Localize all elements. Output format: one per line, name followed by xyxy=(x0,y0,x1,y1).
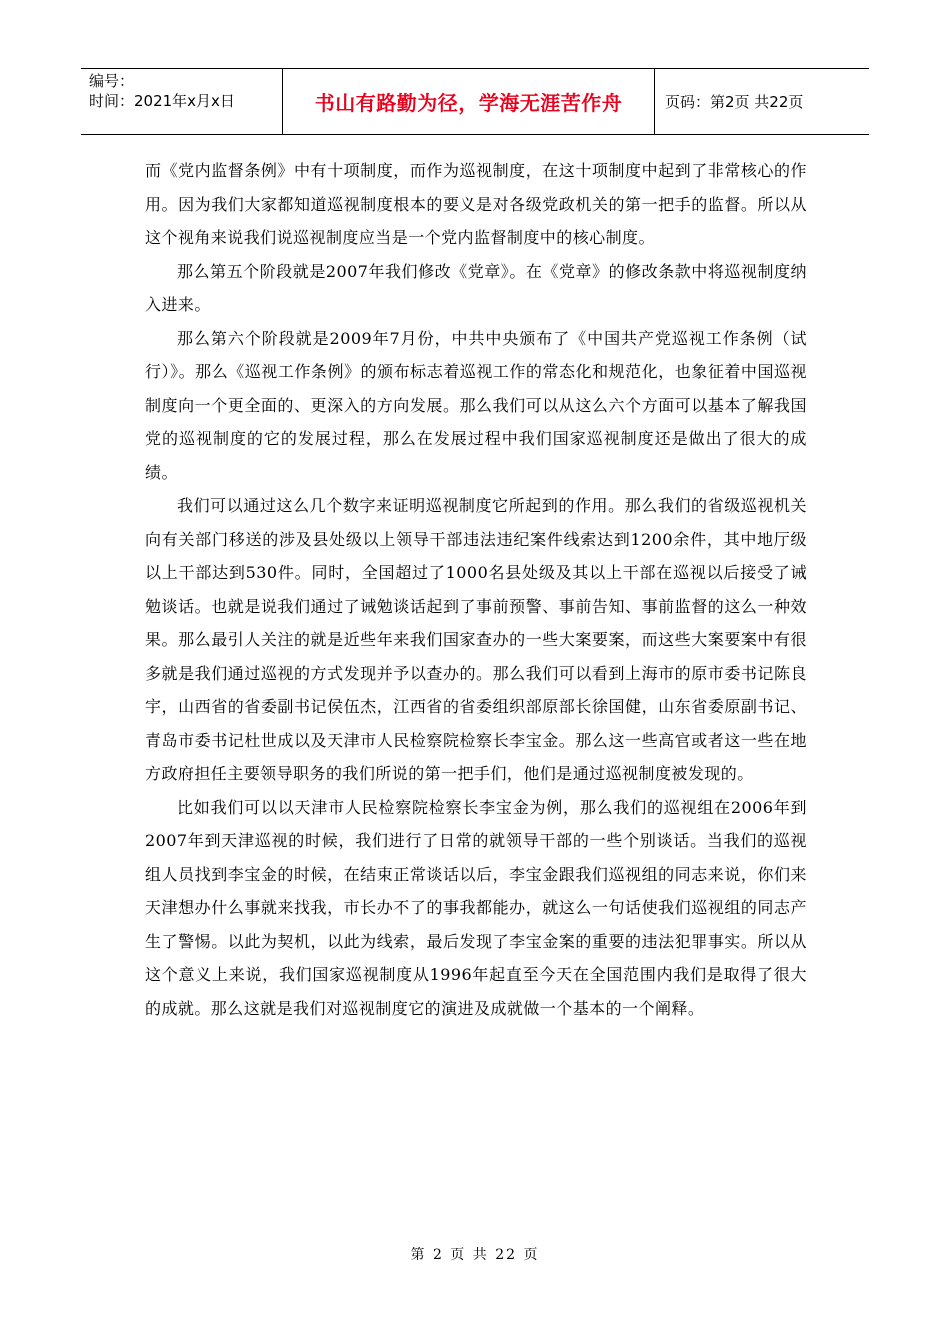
document-body xyxy=(145,154,807,1025)
body-paragraph: 比如我们可以以天津市人民检察院检察长李宝金为例，那么我们的巡视组在2006年到2007年到天津巡视的时候，我们进行了日常的就领导干部的一些个别谈话。当我们的巡视组人员找到李宝金的时候，在结束正常谈话以后，李宝金跟我们巡视组的同志来说，你们来天津想办什么事就来找我，市长办不了的事我都能办，就这么一句话使我们巡视组的同志产生了警惕。以此为契机，以此为线索，最后发现了李宝金案的重要的违法犯罪事实。所以从这个意义上来说，我们国家巡视制度从1996年起直至今天在全国范围内我们是取得了很大的成就。那么这就是我们对巡视制度它的演进及成就做一个基本的一个阐释。 xyxy=(145,797,807,1018)
page-header xyxy=(81,68,869,135)
body-paragraph: 那么第五个阶段就是2007年我们修改《党章》。在《党章》的修改条款中将巡视制度纳入进来。 xyxy=(145,261,807,314)
body-paragraph: 而《党内监督条例》中有十项制度，而作为巡视制度，在这十项制度中起到了非常核心的作用。因为我们大家都知道巡视制度根本的要义是对各级党政机关的第一把手的监督。所以从这个视角来说我们说巡视制度应当是一个党内监督制度中的核心制度。 xyxy=(145,161,807,247)
body-paragraph: 那么第六个阶段就是2009年7月份，中共中央颁布了《中国共产党巡视工作条例（试行）》。那么《巡视工作条例》的颁布标志着巡视工作的常态化和规范化，也象征着中国巡视制度向一个更全面的、更深入的方向发展。那么我们可以从这么六个方面可以基本了解我国党的巡视制度的它的发展过程，那么在发展过程中我们国家巡视制度还是做出了很大的成绩。 xyxy=(145,328,807,482)
header-meta xyxy=(81,69,283,134)
document-time-label: 时间：2021年x月x日 xyxy=(89,92,235,110)
document-number-label: 编号： xyxy=(89,72,135,90)
header-page-info: 页码：第2页 共22页 xyxy=(665,93,804,111)
header-motto: 书山有路勤为径，学海无涯苦作舟 xyxy=(283,69,655,134)
body-paragraph: 我们可以通过这么几个数字来证明巡视制度它所起到的作用。那么我们的省级巡视机关向有关部门移送的涉及县处级以上领导干部违法违纪案件线索达到1200余件，其中地厅级以上干部达到530件。同时，全国超过了1000名县处级及其以上干部在巡视以后接受了诫勉谈话。也就是说我们通过了诫勉谈话起到了事前预警、事前告知、事前监督的这么一种效果。那么最引人关注的就是近些年来我们国家查办的一些大案要案，而这些大案要案中有很多就是我们通过巡视的方式发现并予以查办的。那么我们可以看到上海市的原市委书记陈良宇，山西省的省委副书记侯伍杰，江西省的省委组织部原部长徐国健，山东省委原副书记、青岛市委书记杜世成以及天津市人民检察院检察长李宝金。那么这一些高官或者这一些在地方政府担任主要领导职务的我们所说的第一把手们，他们是通过巡视制度被发现的。 xyxy=(145,496,807,783)
page-footer: 第 2 页 共 22 页 xyxy=(410,1247,540,1263)
